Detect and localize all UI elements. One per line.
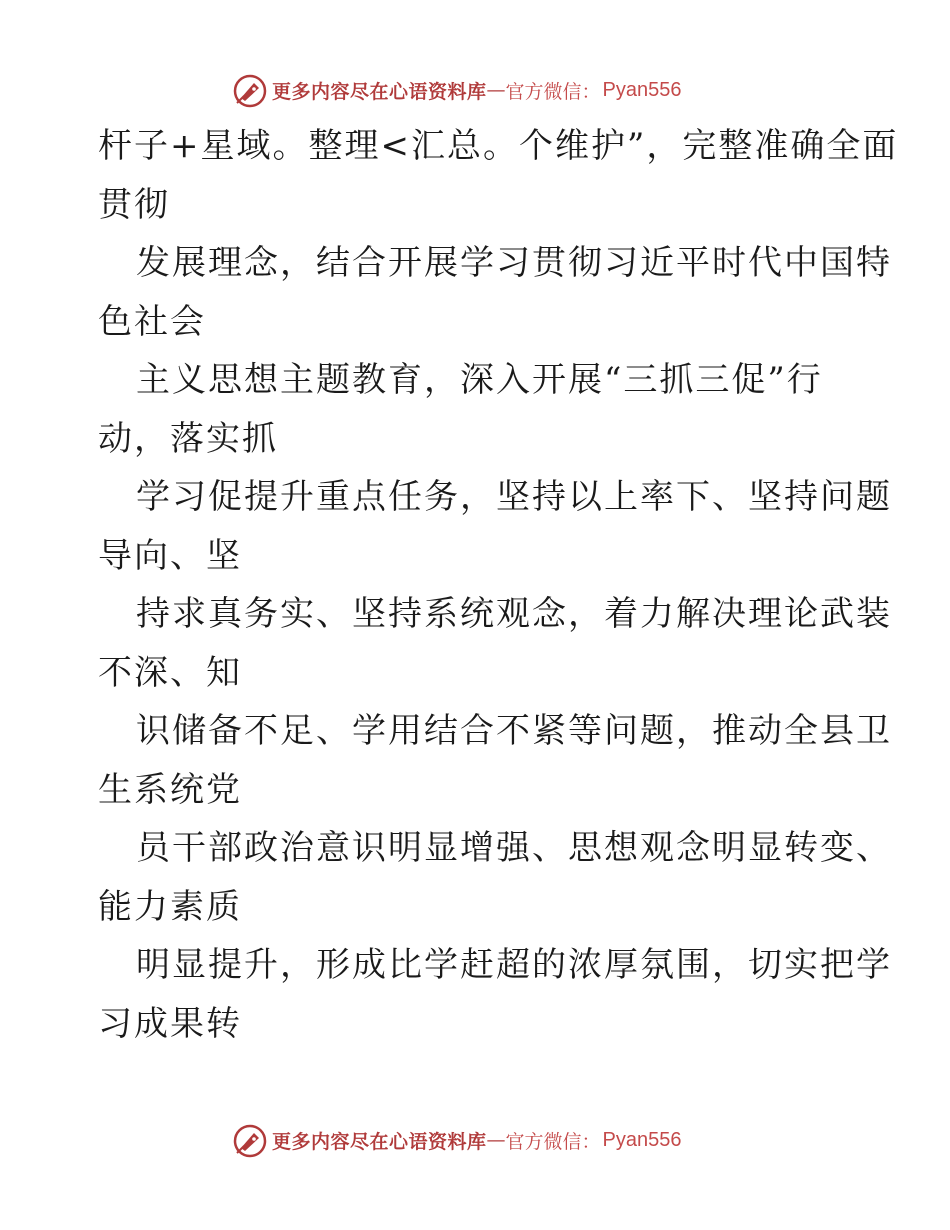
text-line: 杆子+星域。整理<汇总。个维护”，完整准确全面 — [98, 126, 899, 166]
pen-nib-logo-icon — [232, 1122, 268, 1158]
text-line: 导向、坚 — [98, 535, 242, 576]
header-separator: — — [486, 79, 506, 101]
text-line: 持求真务实、坚持系统观念，着力解决理论武装 — [136, 594, 892, 634]
header-banner — [232, 72, 682, 108]
text-line: 贯彻 — [98, 184, 170, 225]
text-line: 色社会 — [98, 301, 206, 342]
pen-nib-logo-icon — [232, 72, 268, 108]
text-line: 能力素质 — [98, 886, 242, 927]
header-label: 官方微信： — [505, 80, 601, 103]
text-line: 明显提升，形成比学赶超的浓厚氛围，切实把学 — [136, 945, 892, 985]
footer-text: 更多内容尽在心语资料库 — [272, 1130, 487, 1153]
footer-label: 官方微信： — [505, 1130, 601, 1153]
document-body — [98, 117, 899, 1053]
header-wechat-id: Pyan556 — [602, 78, 682, 101]
text-line: 识储备不足、学用结合不紧等问题，推动全县卫 — [136, 711, 892, 751]
footer-wechat-id: Pyan556 — [602, 1128, 682, 1151]
text-line: 主义思想主题教育，深入开展“三抓三促”行 — [136, 360, 823, 400]
text-line: 习成果转 — [98, 1003, 242, 1044]
footer-separator: — — [486, 1129, 506, 1151]
text-line: 发展理念，结合开展学习贯彻习近平时代中国特 — [136, 243, 892, 283]
text-line: 不深、知 — [98, 652, 242, 693]
footer-banner — [232, 1122, 682, 1158]
text-line: 生系统党 — [98, 769, 242, 810]
header-text: 更多内容尽在心语资料库 — [272, 80, 487, 103]
text-line: 员干部政治意识明显增强、思想观念明显转变、 — [136, 828, 892, 868]
text-line: 动，落实抓 — [98, 418, 278, 459]
text-line: 学习促提升重点任务，坚持以上率下、坚持问题 — [136, 477, 892, 517]
